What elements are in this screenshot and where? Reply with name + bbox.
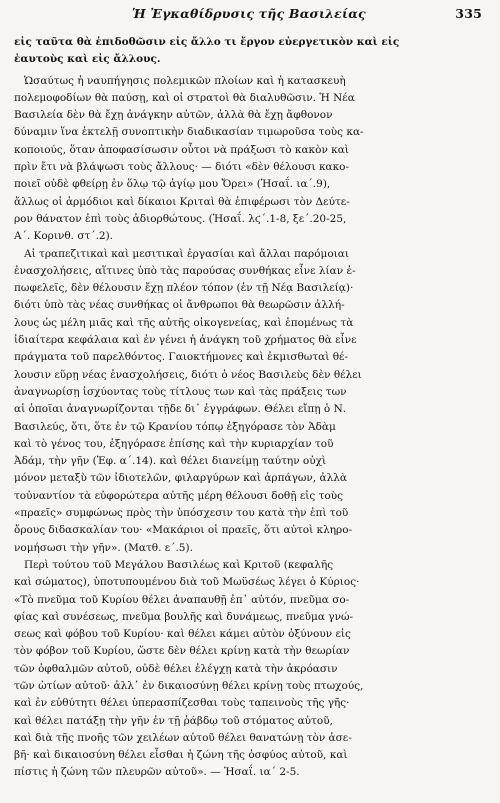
text-line: καὶ θέλει πατάξῃ τὴν γῆν ἐν τῇ ῥάβδῳ τοῦ στόματος αὐτοῦ, [14,714,333,727]
text-line: ἰδιαίτερα κεφάλαια καὶ ἐν γένει ἡ ἀνάγκη τοῦ χρήματος θὰ εἶνε [14,334,357,347]
text-line: ποιεῖ οὐδὲ φθείρῃ ἐν ὅλῳ τῷ ἁγίῳ μου Ὄρει» (Ἡσαΐ. ια΄.9), [14,178,331,191]
paragraph [14,557,486,782]
text-line: «Τὸ πνεῦμα τοῦ Κυρίου θέλει ἀναπαυθῇ ἐπ᾽ αὐτόν, πνεῦμα σο- [14,593,350,606]
text-line: νομήσωσι τὴν γῆν». (Ματθ. ε΄.5). [14,541,193,554]
text-line: ἄλλως οἱ ἁρμόδιοι καὶ δίκαιοι Κριταὶ θὰ ἐπιφέρωσι τὸν Δεύτε- [14,195,350,208]
text-line: καὶ διὰ τῆς πνοῆς τῶν χειλέων αὐτοῦ θέλει θανατώνῃ τὸν ἀσε- [14,731,352,744]
text-line: φίας καὶ συνέσεως, πνεῦμα βουλῆς καὶ δυνάμεως, πνεῦμα γνώ- [14,610,354,623]
text-line: ἑαυτοὺς καὶ εἰς ἄλλους. [14,53,161,66]
text-line: δύναμιν ἵνα ἐκτελῇ συνοπτικὴν διαδικασίαν τιμωροῦσα τοὺς κα- [14,126,364,139]
paragraph [14,73,486,246]
text-line: λους ὡς μέλη μιᾶς καὶ τῆς αὐτῆς οἰκογενείας, καὶ ἑπομένως τὰ [14,316,354,329]
text-line: διότι ὑπὸ τὰς νέας συνθήκας οἱ ἄνθρωποι θὰ θεωρῶσιν ἀλλή- [14,299,345,312]
text-line: ὄρους διδασκαλίαν του· «Μακάριοι οἱ πραεῖς, ὅτι αὐτοὶ κληρο- [14,524,353,537]
text-line: καὶ ἐν εὐθύτητι θέλει ὑπερασπίζεσθαι τοὺς ταπεινοὺς τῆς γῆς· [14,697,350,710]
text-line: τῶν ὠτίων αὐτοῦ· ἀλλ᾽ ἐν δικαιοσύνῃ θέλει κρίνῃ τοὺς πτωχούς, [14,679,364,692]
text-line: Αἱ τραπεζιτικαὶ καὶ μεσιτικαὶ ἐργασίαι καὶ ἄλλαι παρόμοιαι [14,247,350,260]
text-line: τὸν φόβον τοῦ Κυρίου, ὥστε δὲν θέλει κρίνῃ κατὰ τὴν θεωρίαν [14,645,350,658]
page-number: 335 [455,6,482,21]
text-line: Ὡσαύτως ἡ ναυπήγησις πολεμικῶν πλοίων καὶ ἡ κατασκευὴ [14,74,346,87]
text-line: «πραεῖς» συμφώνως πρὸς τὴν ὑπόσχεσιν του κατὰ τὴν ἐπὶ τοῦ [14,507,349,520]
page-title: Ἡ Ἐγκαθίδρυσις τῆς Βασιλείας [132,6,366,21]
running-head [14,6,486,34]
text-line: αἱ ὁποῖαι ἀναγνωρίζονται τῇδε δι᾽ ἐγγράφων. Θέλει εἴπῃ ὁ Ν. [14,403,347,416]
text-line: πρὶν ἔτι νὰ βλάψωσι τοὺς ἄλλους· — διότι «δὲν θέλουσι κακο- [14,161,350,174]
paragraph [14,34,486,69]
text-line: καὶ σώματος), ὑποτυπουμένου διὰ τοῦ Μωϋσέως λέγει ὁ Κύριος· [14,576,360,589]
text-line: ἐνασχολήσεις, αἵτινες ὑπὸ τὰς παρούσας συνθήκας εἶνε λίαν ἐ- [14,264,356,277]
text-line: πωφελεῖς, δὲν θέλουσιν ἔχῃ πλέον τόπον (ἐν τῇ Νέᾳ Βασιλείᾳ)· [14,282,354,295]
text-line: κοποιούς, ὅταν ἀποφασίσωσιν οὗτοι νὰ πράξωσι τὸ κακὸν καὶ [14,143,349,156]
paragraph [14,246,486,557]
text-line: ἀναγνωρίσῃ ἰσχύοντας τοὺς τίτλους των καὶ τὰς πράξεις των [14,385,347,398]
text-line: πίστις ἡ ζώνη τῶν πλευρῶν αὐτοῦ». — Ἡσαΐ. ια΄ 2-5. [14,766,300,779]
text-line: σεως καὶ φόβου τοῦ Κυρίου· καὶ θέλει κάμει αὐτὸν ὀξύνουν εἰς [14,628,351,641]
text-line: λουσιν εὕρῃ νέας ἐνασχολήσεις, διότι ὁ νέος Βασιλεὺς δὲν θέλει [14,368,362,381]
text-line: Περὶ τούτου τοῦ Μεγάλου Βασιλέως καὶ Κριτοῦ (κεφαλῆς [14,558,334,571]
text-line: ρον θάνατον ἐπὶ τοὺς ἀδιορθώτους. (Ἡσαΐ. λϛ΄.1-8, ξε΄.20-25, [14,212,347,225]
text-line: τοὐναντίον τὰ εὐφορώτερα αὐτῆς μέρη θέλουσι δοθῇ εἰς τοὺς [14,489,344,502]
text-line: Βασιλεύς, ὅτι, ὅτε ἐν τῷ Κρανίου τόπῳ ἐξηγόρασε τὸν Ἀδὰμ [14,420,336,433]
text-line: καὶ τὸ γένος του, ἐξηγόρασε ἐπίσης καὶ τὴν κυριαρχίαν τοῦ [14,437,334,450]
text-line: Α΄. Κορινθ. στ΄.2). [14,230,114,243]
text-line: βῆ· καὶ δικαιοσύνη θέλει εἶσθαι ἡ ζώνη τῆς ὀσφύος αὐτοῦ, καὶ [14,749,348,762]
text-line: μόνον μεταξὺ τῶν ἰδιοτελῶν, φιλαργύρων καὶ ἁρπάγων, ἀλλὰ [14,472,347,485]
text-line: πολεμοφοδίων θὰ παύσῃ, καὶ οἱ στρατοὶ θὰ διαλυθῶσιν. Ἡ Νέα [14,91,355,104]
text-line: τῶν ὀφθαλμῶν αὐτοῦ, οὐδὲ θέλει ἐλέγχῃ κατὰ τὴν ἀκρόασιν [14,662,338,675]
text-line: Βασιλεία δὲν θὰ ἔχῃ ἀνάγκην αὐτῶν, ἀλλὰ θὰ ἔχῃ ἄφθονον [14,109,333,122]
text-line: πράγματα τοῦ παρελθόντος. Γαιοκτήμονες καὶ ἐκμισθωταὶ θέ- [14,351,349,364]
text-line: Ἀδάμ, τὴν γῆν (Ἐφ. α΄.14). καὶ θέλει διανείμῃ ταύτην οὐχὶ [14,455,327,468]
text-line: εἰς ταῦτα θὰ ἐπιδοθῶσιν εἰς ἄλλο τι ἔργον εὐεργετικὸν καὶ εἰς [14,36,400,48]
body-text [14,34,486,782]
